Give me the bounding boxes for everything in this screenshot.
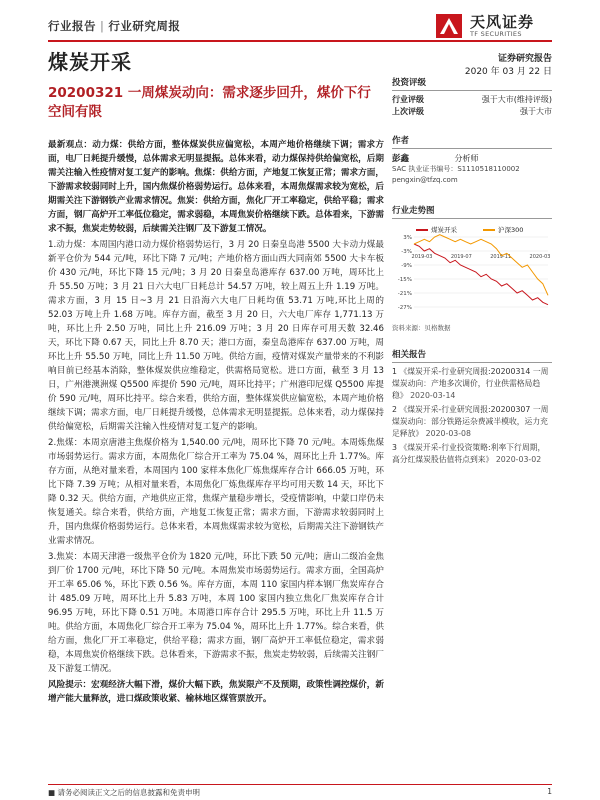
y-tick-label: -9% xyxy=(401,263,412,269)
related-date: 2020-03-02 xyxy=(495,455,542,464)
author-name: 彭鑫 xyxy=(392,154,410,164)
y-tick-label: -21% xyxy=(397,291,412,297)
risk-warning: 风险提示：宏观经济大幅下滑，煤价大幅下跌，焦炭限产不及预期，政策性调控煤价，新增产能大量释放，进口煤政策收紧、榆林地区煤管票放开。 xyxy=(48,680,384,704)
subcategory-label: 行业研究周报 xyxy=(108,19,181,33)
report-category xyxy=(48,18,180,34)
related-text: 《煤炭开采-行业研究周报:20200307 一周煤炭动向：部分铁路运杂费减半模收，运力充足释放》 xyxy=(392,405,549,438)
page-number: 1 xyxy=(547,787,552,796)
prev-rating-value: 强于大市 xyxy=(520,107,552,116)
prev-rating-label: 上次评级 xyxy=(392,107,424,116)
y-tick-label: -27% xyxy=(397,305,412,311)
phoenix-logo-icon xyxy=(434,10,464,40)
industry-rating-label: 行业评级 xyxy=(392,95,424,104)
report-title: 20200321 一周煤炭动向：需求逐步回升，煤价下行空间有限 xyxy=(48,85,371,120)
sidebar xyxy=(392,76,552,468)
report-body xyxy=(48,138,384,708)
x-tick-label: 2019-11 xyxy=(490,254,512,260)
related-heading: 相关报告 xyxy=(392,348,552,363)
summary-paragraph: 最新观点：动力煤：供给方面，整体煤炭供应偏宽松，本周产地价格继续下调；需求方面，电厂日耗提升缓慢，总体需求无明显提振。总体来看，动力煤保持供给偏宽松，后期需关注输入性疫情对复工复产的影响。焦煤：供给方面，产地复工恢复正常；需求方面，下游需求较弱同时上升，国内焦煤价格弱势运行。总体来看，本周焦煤需求较为宽松，后期需关注下游钢铁产业需求情况。焦炭：供给方面，焦化厂开工率稳定，供给平稳；需求方面，钢厂高炉开工率低位稳定，需求弱稳，本周焦炭价格继续下跌。总体看来，下游需求不振，焦炭走势较弱，后续需关注钢厂及下游复工情况。 xyxy=(48,140,384,234)
y-tick-label: -3% xyxy=(401,249,412,255)
trend-chart xyxy=(392,223,552,321)
author-heading: 作者 xyxy=(392,134,552,149)
y-tick-label: 3% xyxy=(403,235,412,241)
related-text: 《煤炭开采-行业投资策略:利率下行周期，高分红煤炭股估值将点到来》 xyxy=(392,443,546,464)
industry-rating-row xyxy=(392,94,552,106)
footer-disclaimer: ■ 请务必阅读正文之后的信息披露和免责申明 xyxy=(48,788,200,797)
related-index: 1 xyxy=(392,367,397,376)
rating-heading: 投资评级 xyxy=(392,76,552,91)
page-header xyxy=(48,8,552,44)
related-date: 2020-03-08 xyxy=(425,429,471,438)
legend-item-coal xyxy=(416,225,457,234)
prev-rating-row xyxy=(392,106,552,118)
related-report-2[interactable] xyxy=(392,404,552,440)
legend-label-coal: 煤炭开采 xyxy=(431,226,457,234)
legend-item-hs300 xyxy=(483,225,523,234)
report-type: 证券研究报告 xyxy=(497,54,552,64)
thermal-coal-paragraph: 1.动力煤：本周国内港口动力煤价格弱势运行，3 月 20 日秦皇岛港 5500 大卡动力煤最新平仓价为 544 元/吨，环比下降 7 元/吨；产地价格方面山西大同南郊 5500 大卡车板价 430 元/吨，环比下降 15 元/吨；3 月 20 日秦皇岛港库存 637.00 万吨，周环比上升 55.50 万吨；3 月 21 日六大电厂日耗总计 54.57 万吨，较上周五上升 1.19 万吨。需求方面，3 月 15 日~3 月 21 日沿海六大电厂日耗均值 53.71 万吨,环比上周的 52.03 万吨上升 1.68 万吨。库存方面，截至 3 月 20 日，六大电厂库存 1,771.13 万吨，环比上升 2.50 万吨，同比上升 216.09 万吨；3 月 20 日库存可用天数 32.46 天，环比下降 0.67 天，同比上升 8.70 天；港口方面，秦皇岛港库存 637.00 万吨，周环比上升 55.50 万吨，同比上升 11.50 万吨。供给方面，疫情对煤炭产量带来的不利影响目前已经基本消除，整体煤炭供应维稳定，供需格局宽松。进口方面，截至 3 月 13 日，广州港澳洲煤 Q5500 库提价 590 元/吨，周环比持平；广州港印尼煤 Q5500 库提价 590 元/吨，周环比持平。综合来看，供给方面，整体煤炭供应偏宽松，本周产地价格继续下调；需求方面，电厂日耗提升缓慢，总体需求无明显提振。总体来看，动力煤保持供给偏宽松，后期需关注输入性疫情对复工复产的影响。 xyxy=(48,240,384,432)
industry-rating-value: 强于大市(维持评级) xyxy=(481,95,552,104)
trend-chart-heading: 行业走势图 xyxy=(392,204,552,219)
report-date: 2020 年 03 月 22 日 xyxy=(464,67,552,77)
author-email[interactable]: pengxin@tfzq.com xyxy=(392,176,458,184)
series-line-coal xyxy=(411,244,548,305)
related-report-1[interactable] xyxy=(392,366,552,402)
author-role: 分析师 xyxy=(454,154,479,163)
footer-divider xyxy=(48,784,552,785)
category-separator: | xyxy=(100,19,105,33)
industry-name: 煤炭开采 xyxy=(48,50,132,74)
disclaimer-text: 请务必阅读正文之后的信息披露和免责申明 xyxy=(57,788,200,797)
category-label: 行业报告 xyxy=(48,19,96,33)
related-index: 3 xyxy=(392,443,397,452)
tf-securities-logo xyxy=(434,8,552,44)
header-divider xyxy=(48,40,552,42)
coking-coal-paragraph: 2.焦煤：本周京唐港主焦煤价格为 1,540.00 元/吨，周环比下降 70 元/吨。本周炼焦煤市场弱势运行。需求方面，本周焦化厂综合开工率为 75.04 %，周环比上升 1.77%。库存方面，从绝对量来看，本周国内 100 家样本焦化厂炼焦煤库存合计 666.05 万吨，环比下降 7.39 万吨；从相对量来看，本周焦化厂炼焦煤库存平均可用天数 14 天，环比下降 0.32 天。供给方面，产地供应正常，焦煤产量稳步增长，受疫情影响，中蒙口岸仍未恢复通关。综合来看，供给方面，产地复工恢复正常；需求方面，下游需求较弱同时上升，国内焦煤价格弱势运行。总体来看，本周焦煤需求较为宽松，后期需关注下游钢铁产业需求情况。 xyxy=(48,438,384,546)
logo-english-name: TF SECURITIES xyxy=(470,30,522,38)
legend-label-hs300: 沪深300 xyxy=(498,226,524,234)
x-tick-label: 2019-03 xyxy=(411,254,433,260)
related-date: 2020-03-14 xyxy=(410,391,456,400)
coke-paragraph: 3.焦炭：本周天津港一级焦平仓价为 1820 元/吨，环比下跌 50 元/吨；唐山二级冶金焦到厂价 1700 元/吨，环比下降 50 元/吨。本周焦炭市场弱势运行。需求方面，全国高炉开工率 65.06 %，环比下跌 0.56 %。库存方面，本周 110 家国内样本钢厂焦炭库存合计 485.09 万吨，周环比上升 5.83 万吨，本周 100 家国内独立焦化厂焦炭库存合计 96.95 万吨，环比下降 0.51 万吨。本周港口库存合计 295.5 万吨，环比上升 11.5 万吨。供给方面，本周焦化厂综合开工率为 75.04 %，周环比上升 1.77%。综合来看，供给方面，焦化厂开工率稳定，供给平稳；需求方面，钢厂高炉开工率低位稳定，需求弱稳，本周焦炭价格继续下跌。总体看来，下游需求不振，焦炭走势较弱，后续需关注钢厂及下游复工情况。 xyxy=(48,552,384,674)
related-report-3[interactable] xyxy=(392,442,552,466)
x-tick-label: 2019-07 xyxy=(450,254,472,260)
x-tick-label: 2020-03 xyxy=(529,254,551,260)
y-tick-label: -15% xyxy=(397,277,412,283)
chart-legend xyxy=(416,225,523,234)
related-index: 2 xyxy=(392,405,397,414)
trend-chart-svg xyxy=(392,223,552,321)
logo-chinese-name: 天风证券 xyxy=(470,13,535,31)
chart-source: 资料来源：贝格数据 xyxy=(392,324,451,332)
author-license: SAC 执业证书编号：S1110518110002 xyxy=(392,165,520,173)
related-text: 《煤炭开采-行业研究周报:20200314 一周煤炭动向：产地多次调价，行业供需格局趋稳》 xyxy=(392,367,549,400)
